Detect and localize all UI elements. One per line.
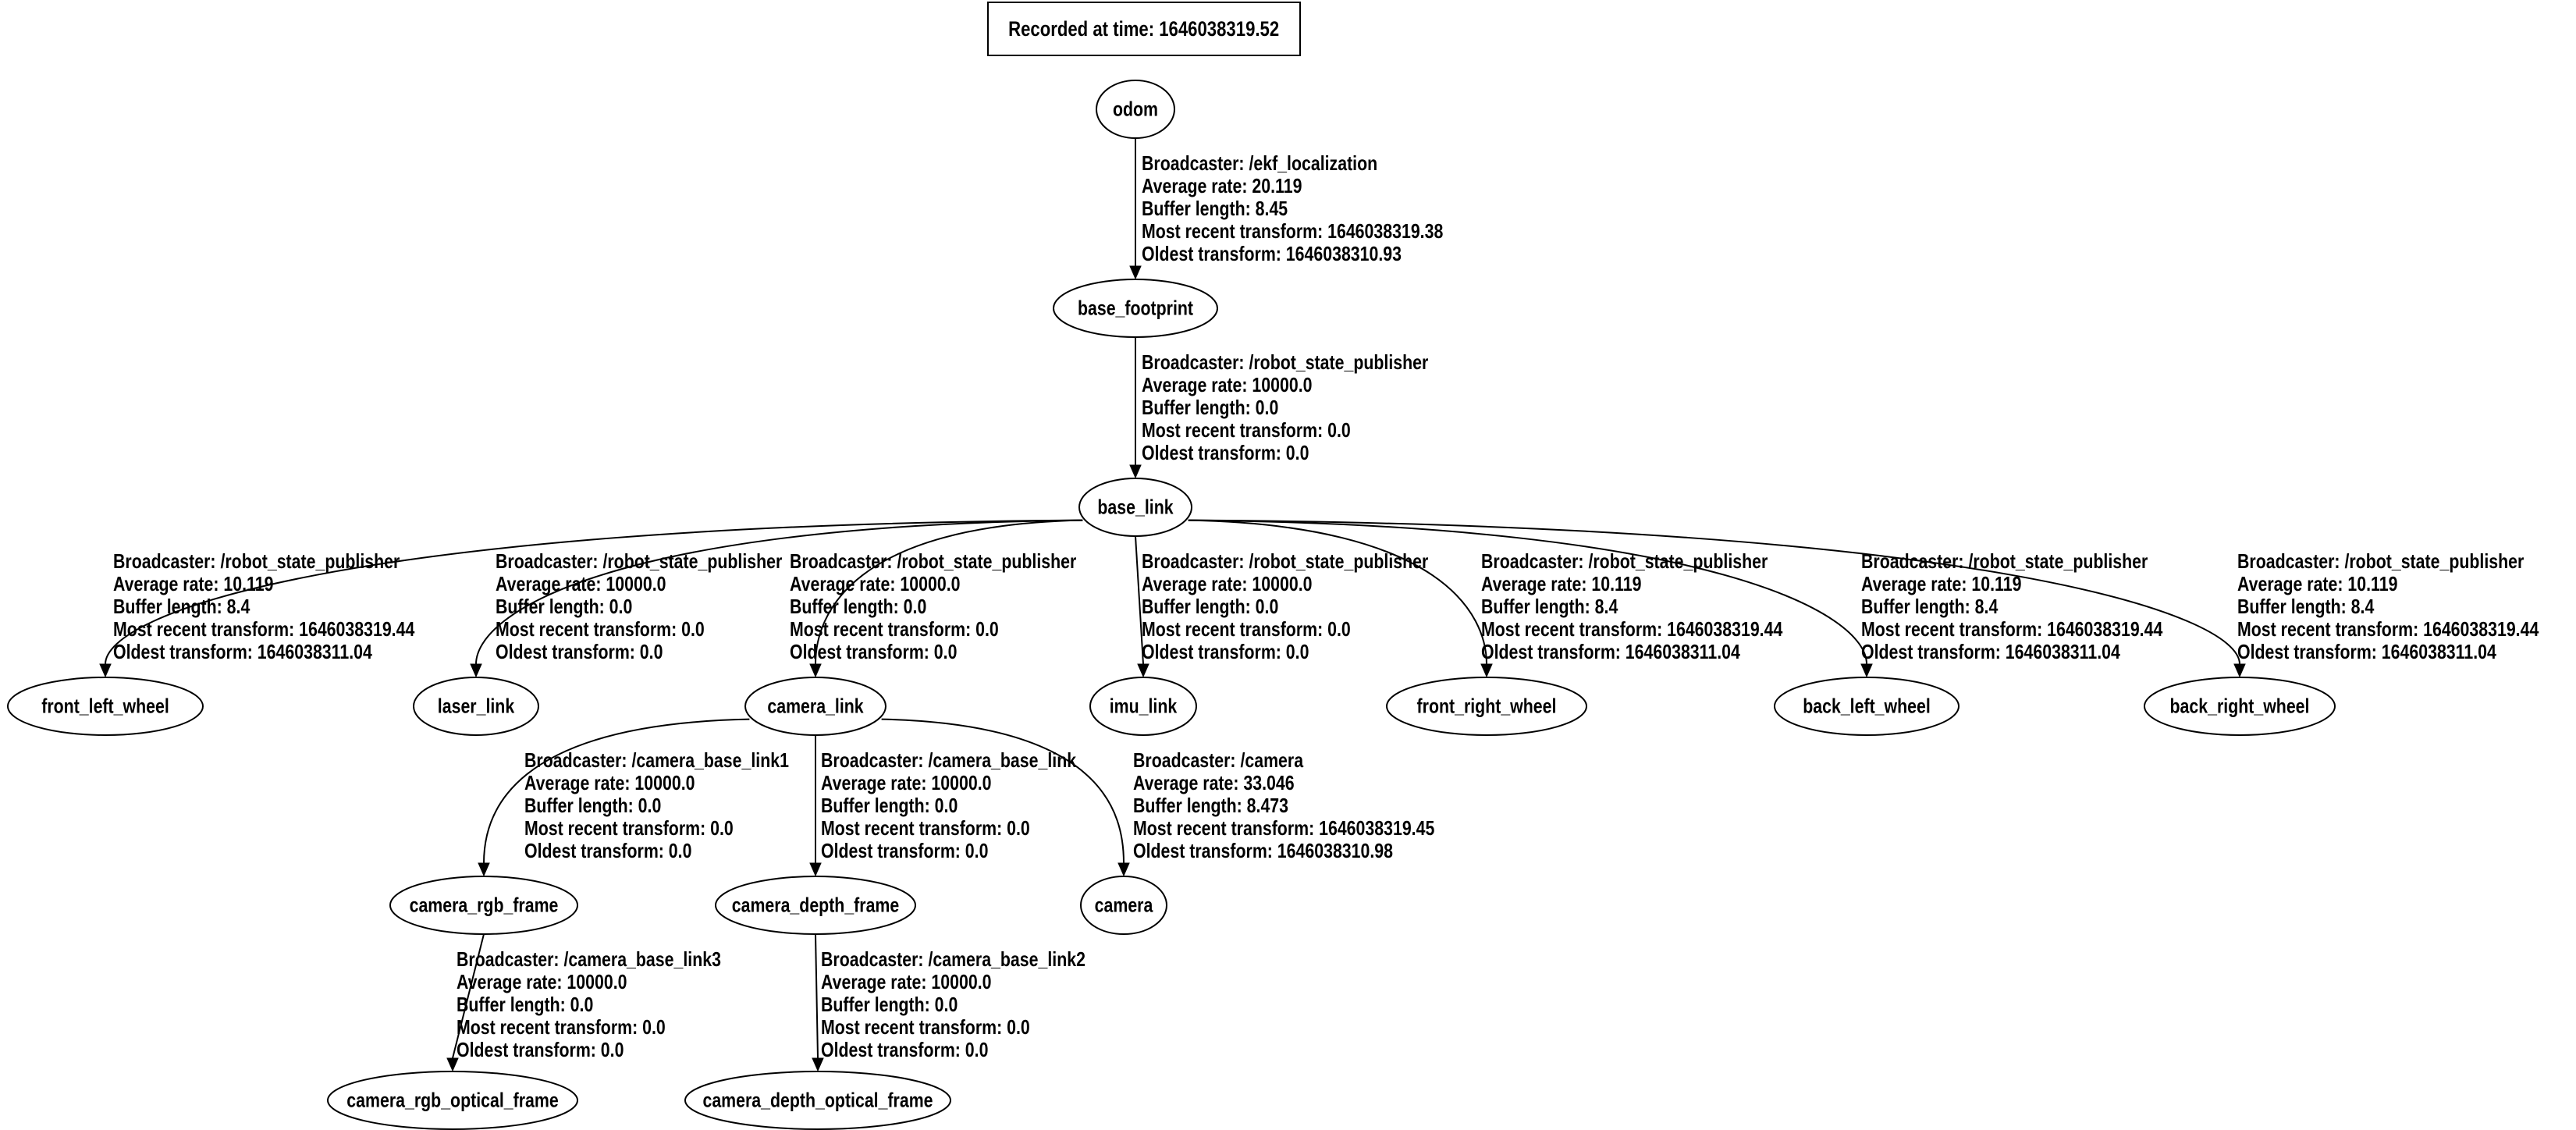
arrowhead-front_left_wheel-icon xyxy=(100,664,111,677)
edge-label-line: Oldest transform: 1646038311.04 xyxy=(2237,640,2496,663)
edge-label-base_footprint-to-base_link xyxy=(1142,351,1428,464)
edge-label-line: Oldest transform: 0.0 xyxy=(1142,640,1309,663)
edge-label-line: Broadcaster: /robot_state_publisher xyxy=(1142,350,1429,374)
edge-label-line: Most recent transform: 0.0 xyxy=(821,816,1030,840)
edge-label-line: Oldest transform: 1646038311.04 xyxy=(1481,640,1740,663)
edge-label-line: Broadcaster: /robot_state_publisher xyxy=(1142,549,1429,573)
edge-camera_depth_frame-to-camera_depth_optical_frame xyxy=(815,934,818,1058)
edge-label-line: Buffer length: 0.0 xyxy=(790,595,927,618)
edge-label-line: Buffer length: 0.0 xyxy=(821,794,958,817)
arrowhead-front_right_wheel-icon xyxy=(1481,664,1492,677)
edge-label-odom-to-base_footprint xyxy=(1142,152,1443,265)
edge-label-line: Broadcaster: /camera_base_link3 xyxy=(457,947,721,971)
node-label-odom: odom xyxy=(1112,97,1159,121)
edge-label-line: Broadcaster: /robot_state_publisher xyxy=(1861,549,2148,573)
edge-label-base_link-to-front_left_wheel xyxy=(113,550,414,663)
arrowhead-camera_depth_frame-icon xyxy=(810,863,821,876)
edge-label-line: Oldest transform: 1646038310.93 xyxy=(1142,242,1402,265)
node-label-back_right_wheel: back_right_wheel xyxy=(2169,694,2310,718)
edge-label-line: Average rate: 10.119 xyxy=(2237,572,2398,595)
edge-label-line: Broadcaster: /robot_state_publisher xyxy=(113,549,400,573)
edge-label-line: Oldest transform: 1646038311.04 xyxy=(1861,640,2120,663)
recorded-time-box xyxy=(987,2,1301,56)
edge-label-line: Oldest transform: 0.0 xyxy=(1142,441,1309,464)
edge-label-line: Buffer length: 0.0 xyxy=(821,993,958,1016)
node-label-front_left_wheel: front_left_wheel xyxy=(41,694,169,718)
edge-label-base_link-to-laser_link xyxy=(496,550,782,663)
edge-label-base_link-to-back_left_wheel xyxy=(1861,550,2162,663)
arrowhead-base_footprint-icon xyxy=(1130,266,1141,279)
edge-label-line: Oldest transform: 0.0 xyxy=(457,1038,624,1061)
edge-label-camera_link-to-camera_depth_frame xyxy=(821,749,1076,862)
node-label-camera_rgb_optical_frame: camera_rgb_optical_frame xyxy=(346,1088,559,1112)
edge-label-line: Most recent transform: 0.0 xyxy=(524,816,734,840)
edge-label-line: Most recent transform: 0.0 xyxy=(496,617,705,641)
edge-label-line: Buffer length: 0.0 xyxy=(496,595,633,618)
edge-label-line: Most recent transform: 0.0 xyxy=(457,1015,666,1039)
edge-label-camera_link-to-camera xyxy=(1133,749,1434,862)
edge-label-line: Most recent transform: 1646038319.44 xyxy=(113,617,415,641)
node-label-base_link: base_link xyxy=(1097,495,1174,519)
edge-label-line: Broadcaster: /camera_base_link2 xyxy=(821,947,1085,971)
arrowhead-camera_rgb_frame-icon xyxy=(478,863,489,876)
edge-label-line: Buffer length: 8.4 xyxy=(1481,595,1618,618)
edge-label-line: Most recent transform: 0.0 xyxy=(1142,418,1351,442)
edge-label-line: Average rate: 10.119 xyxy=(113,572,274,595)
edge-label-line: Average rate: 10000.0 xyxy=(524,771,695,794)
edge-label-line: Average rate: 10000.0 xyxy=(821,771,992,794)
edge-label-line: Average rate: 10000.0 xyxy=(496,572,666,595)
arrowhead-imu_link-icon xyxy=(1138,664,1149,677)
edge-label-line: Buffer length: 8.473 xyxy=(1133,794,1289,817)
edge-label-line: Oldest transform: 0.0 xyxy=(524,839,692,862)
edge-label-line: Broadcaster: /camera_base_link1 xyxy=(524,748,789,772)
edge-label-line: Oldest transform: 0.0 xyxy=(821,839,989,862)
edge-label-line: Oldest transform: 0.0 xyxy=(496,640,663,663)
edge-label-line: Buffer length: 8.4 xyxy=(1861,595,1999,618)
edge-label-line: Broadcaster: /camera_base_link xyxy=(821,748,1077,772)
edge-label-camera_link-to-camera_rgb_frame xyxy=(524,749,789,862)
edge-label-line: Average rate: 33.046 xyxy=(1133,771,1295,794)
edge-label-line: Average rate: 10000.0 xyxy=(1142,373,1313,396)
edge-label-line: Buffer length: 0.0 xyxy=(457,993,594,1016)
edge-label-line: Buffer length: 8.4 xyxy=(113,595,250,618)
edge-label-line: Buffer length: 0.0 xyxy=(524,794,662,817)
edge-label-line: Most recent transform: 1646038319.45 xyxy=(1133,816,1435,840)
edge-label-base_link-to-imu_link xyxy=(1142,550,1428,663)
edge-label-line: Broadcaster: /camera xyxy=(1133,748,1304,772)
edge-label-line: Oldest transform: 1646038311.04 xyxy=(113,640,372,663)
arrowhead-laser_link-icon xyxy=(471,664,481,677)
edge-label-line: Buffer length: 8.4 xyxy=(2237,595,2375,618)
edge-label-line: Broadcaster: /robot_state_publisher xyxy=(2237,549,2524,573)
edge-label-line: Average rate: 10.119 xyxy=(1861,572,2022,595)
edge-label-base_link-to-back_right_wheel xyxy=(2237,550,2539,663)
node-label-camera: camera xyxy=(1094,893,1153,917)
edge-label-line: Most recent transform: 1646038319.38 xyxy=(1142,219,1444,243)
edge-label-line: Most recent transform: 0.0 xyxy=(790,617,999,641)
edge-label-line: Most recent transform: 1646038319.44 xyxy=(1861,617,2163,641)
arrowhead-base_link-icon xyxy=(1130,465,1141,478)
recorded-time-text: Recorded at time: 1646038319.52 xyxy=(1008,16,1280,41)
node-label-front_right_wheel: front_right_wheel xyxy=(1416,694,1557,718)
edge-label-line: Average rate: 10000.0 xyxy=(790,572,961,595)
edge-label-line: Broadcaster: /robot_state_publisher xyxy=(496,549,783,573)
edge-label-line: Average rate: 10000.0 xyxy=(457,970,627,993)
node-label-camera_depth_optical_frame: camera_depth_optical_frame xyxy=(702,1088,933,1112)
edge-label-line: Most recent transform: 0.0 xyxy=(821,1015,1030,1039)
edge-label-line: Most recent transform: 1646038319.44 xyxy=(2237,617,2539,641)
node-label-camera_depth_frame: camera_depth_frame xyxy=(731,893,900,917)
edge-label-line: Buffer length: 8.45 xyxy=(1142,197,1288,220)
edge-label-line: Most recent transform: 1646038319.44 xyxy=(1481,617,1783,641)
edge-label-line: Broadcaster: /ekf_localization xyxy=(1142,151,1378,175)
edge-label-line: Buffer length: 0.0 xyxy=(1142,396,1279,419)
edge-label-line: Oldest transform: 1646038310.98 xyxy=(1133,839,1394,862)
arrowhead-camera-icon xyxy=(1118,863,1129,876)
node-label-back_left_wheel: back_left_wheel xyxy=(1803,694,1931,718)
edge-label-line: Oldest transform: 0.0 xyxy=(790,640,958,663)
edge-label-camera_rgb_frame-to-camera_rgb_optical_frame xyxy=(457,948,721,1061)
edge-label-line: Average rate: 10000.0 xyxy=(1142,572,1313,595)
node-label-laser_link: laser_link xyxy=(437,694,515,718)
edge-label-base_link-to-front_right_wheel xyxy=(1481,550,1782,663)
edge-label-line: Average rate: 10000.0 xyxy=(821,970,992,993)
edge-label-line: Average rate: 10.119 xyxy=(1481,572,1642,595)
edge-label-line: Broadcaster: /robot_state_publisher xyxy=(1481,549,1768,573)
arrowhead-back_right_wheel-icon xyxy=(2234,664,2245,677)
edge-label-line: Average rate: 20.119 xyxy=(1142,174,1302,197)
node-label-base_footprint: base_footprint xyxy=(1077,296,1194,320)
edge-label-line: Most recent transform: 0.0 xyxy=(1142,617,1351,641)
node-label-camera_link: camera_link xyxy=(767,694,864,718)
edge-label-line: Buffer length: 0.0 xyxy=(1142,595,1279,618)
arrowhead-back_left_wheel-icon xyxy=(1861,664,1872,677)
node-label-camera_rgb_frame: camera_rgb_frame xyxy=(409,893,559,917)
edge-label-line: Broadcaster: /robot_state_publisher xyxy=(790,549,1077,573)
edge-label-line: Oldest transform: 0.0 xyxy=(821,1038,989,1061)
edge-label-camera_depth_frame-to-camera_depth_optical_frame xyxy=(821,948,1085,1061)
arrowhead-camera_link-icon xyxy=(810,664,821,677)
edge-label-base_link-to-camera_link xyxy=(790,550,1076,663)
node-label-imu_link: imu_link xyxy=(1109,694,1178,718)
